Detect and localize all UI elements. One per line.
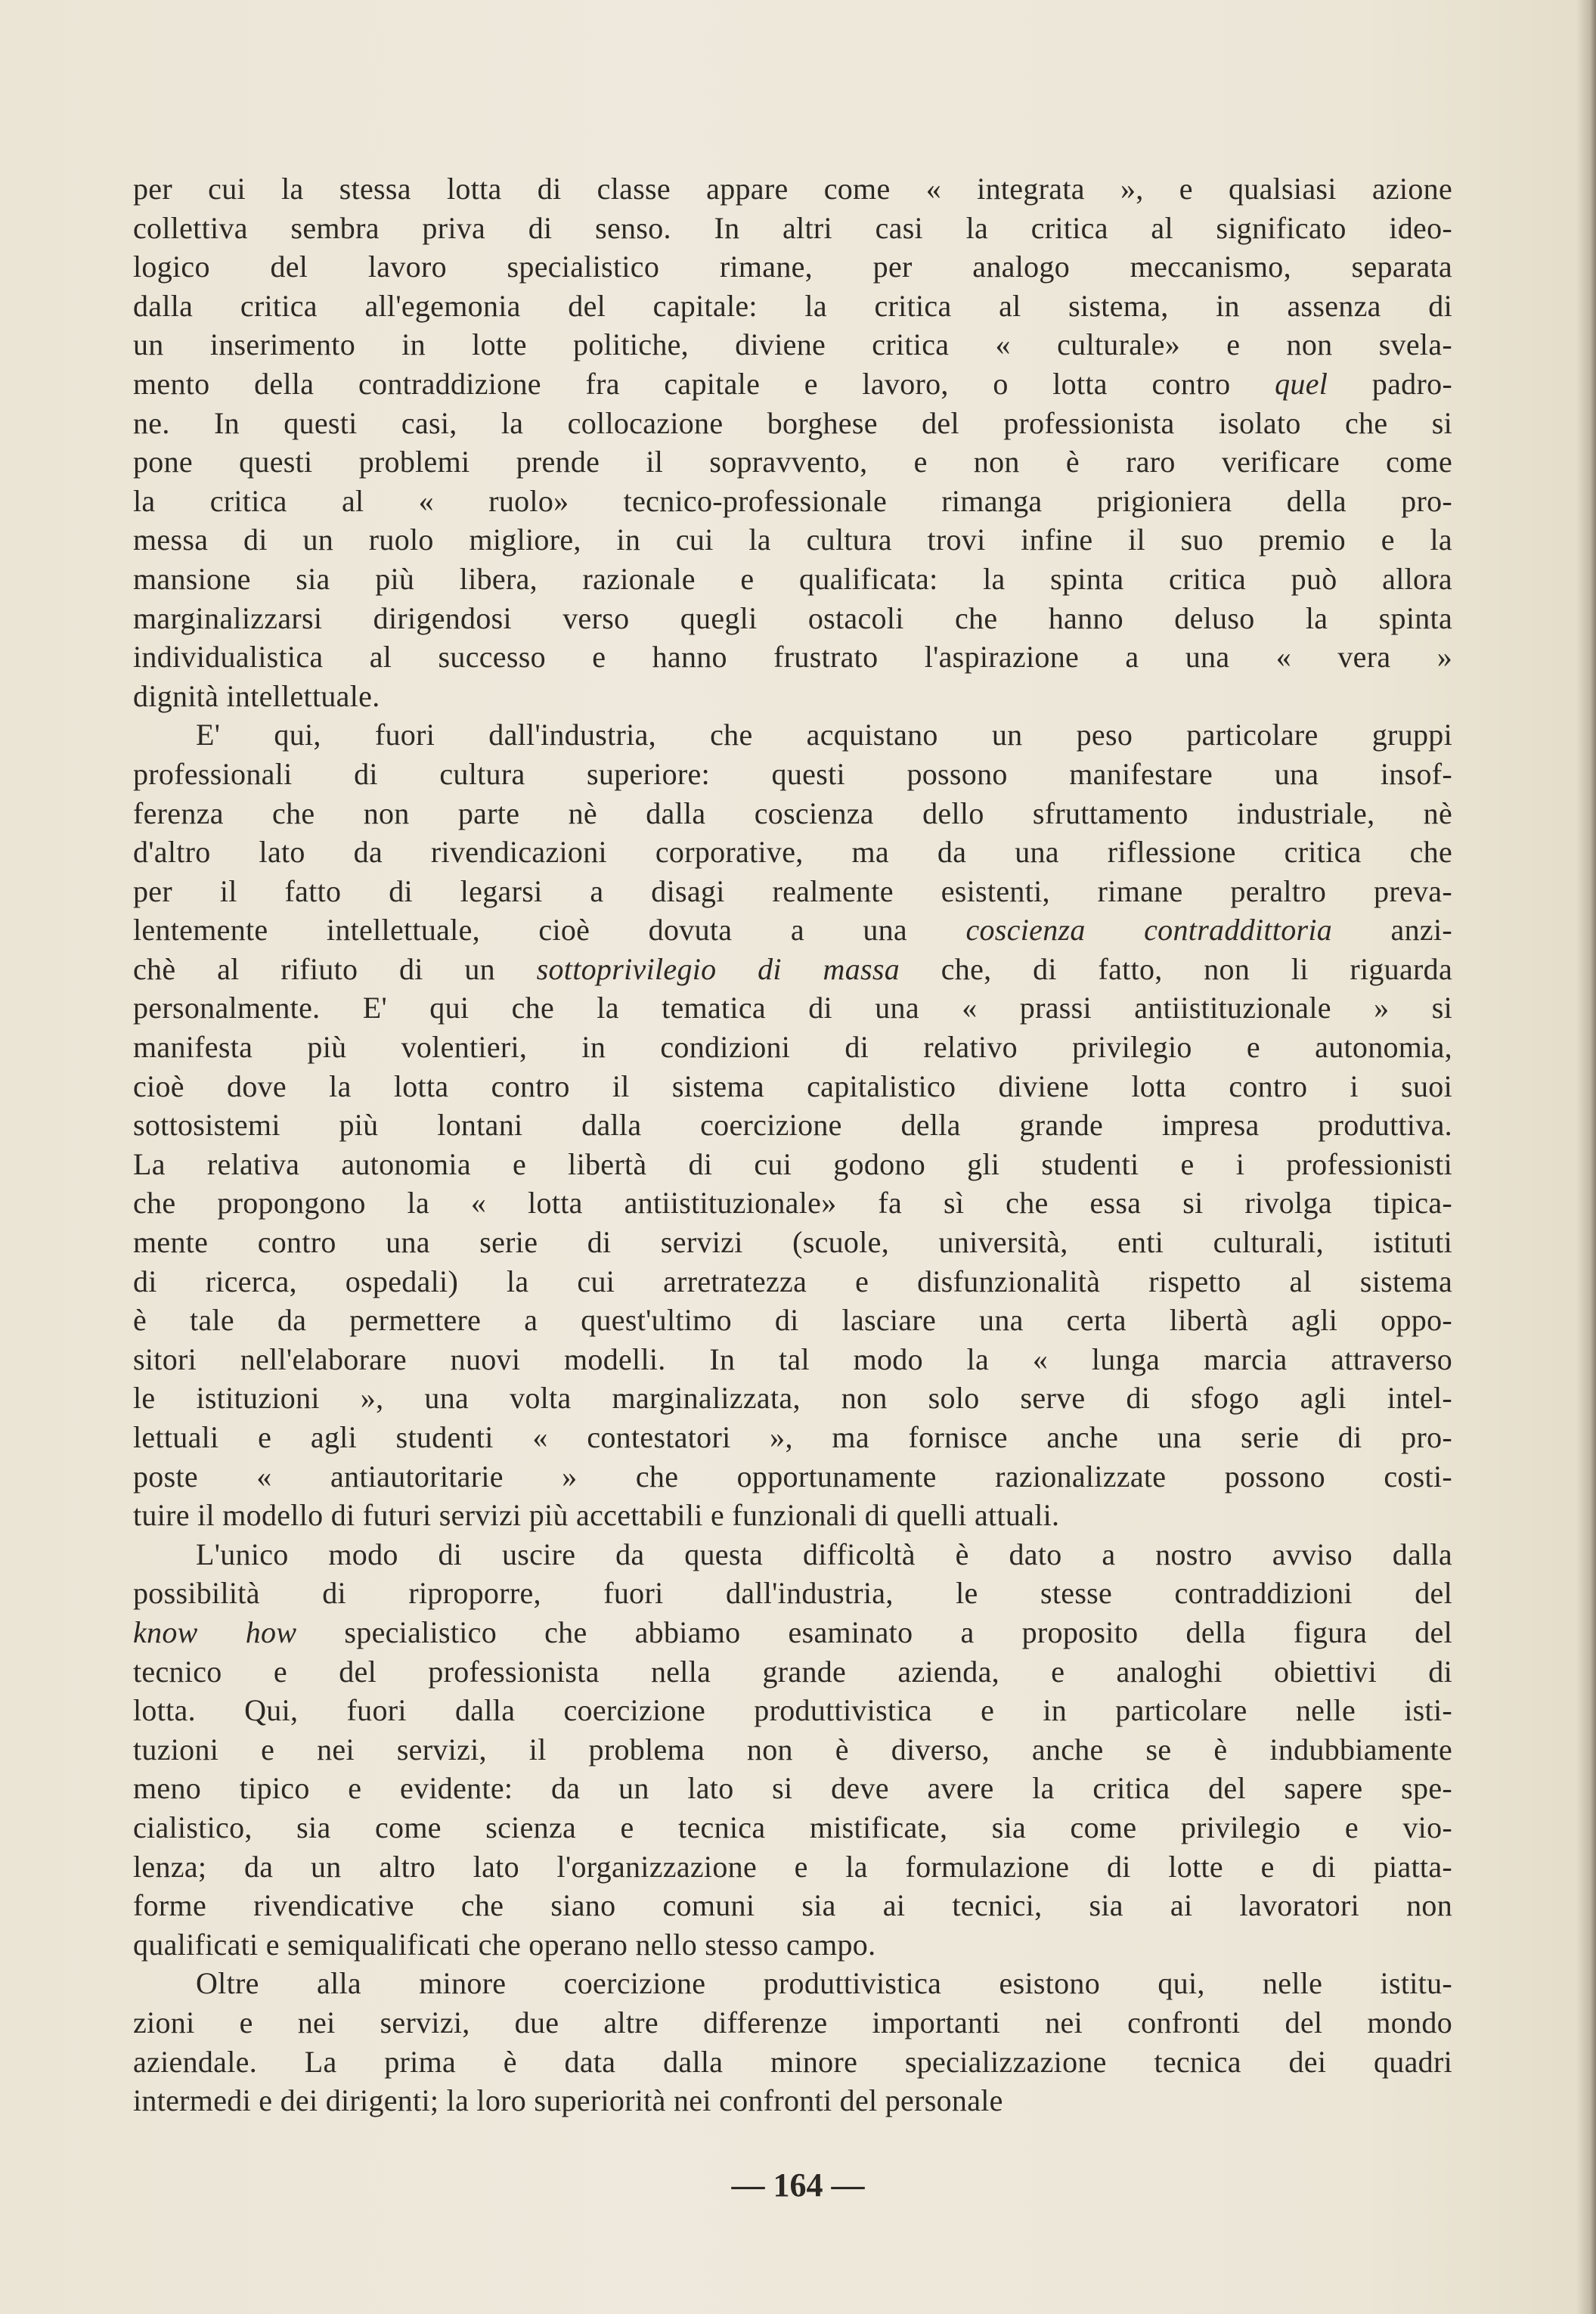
text-line: collettiva sembra priva di senso. In altri casi la critica al significato ideo- <box>133 210 1452 245</box>
text-line: cioè dove la lotta contro il sistema capitalistico diviene lotta contro i suoi <box>133 1069 1452 1103</box>
text-line: La relativa autonomia e libertà di cui godono gli studenti e i professionisti <box>133 1146 1452 1181</box>
text-line: per il fatto di legarsi a disagi realmente esistenti, rimane peraltro preva- <box>133 873 1452 908</box>
text-line: aziendale. La prima è data dalla minore specializzazione tecnica dei quadri <box>133 2044 1452 2079</box>
text-line: lotta. Qui, fuori dalla coercizione produttivistica e in particolare nelle isti- <box>133 1693 1452 1728</box>
text-line: la critica al « ruolo» tecnico-professionale rimanga prigioniera della pro- <box>133 483 1452 518</box>
text-line: possibilità di riproporre, fuori dall'industria, le stesse contraddizioni del <box>133 1576 1452 1611</box>
text-line: poste « antiautoritarie » che opportunamente razionalizzate possono costi- <box>133 1459 1452 1494</box>
paragraph <box>133 1535 1452 1965</box>
text-line: lettuali e agli studenti « contestatori », ma fornisce anche una serie di pro- <box>133 1420 1452 1454</box>
text-line: le istituzioni », una volta marginalizzata, non solo serve di sfogo agli intel- <box>133 1381 1452 1416</box>
text-line: d'altro lato da rivendicazioni corporative, ma da una riflessione critica che <box>133 835 1452 870</box>
text-line: pone questi problemi prende il sopravvento, e non è raro verificare come <box>133 445 1452 479</box>
text-line: tecnico e del professionista nella grande azienda, e analoghi obiettivi di <box>133 1654 1452 1689</box>
text-line: qualificati e semiqualificati che operano nello stesso campo. <box>133 1927 876 1962</box>
text-line: dalla critica all'egemonia del capitale: la critica al sistema, in assenza di <box>133 288 1452 323</box>
text-line: cialistico, sia come scienza e tecnica mistificate, sia come privilegio e vio- <box>133 1810 1452 1844</box>
text-line: un inserimento in lotte politiche, diviene critica « culturale» e non svela- <box>133 327 1452 362</box>
text-line: meno tipico e evidente: da un lato si deve avere la critica del sapere spe- <box>133 1771 1452 1806</box>
text-line: logico del lavoro specialistico rimane, per analogo meccanismo, separata <box>133 250 1452 284</box>
body-text <box>133 169 1452 2120</box>
text-line: mente contro una serie di servizi (scuole, università, enti culturali, istituti <box>133 1225 1452 1260</box>
text-line: lentemente intellettuale, cioè dovuta a una coscienza contraddittoria anzi- <box>133 913 1452 948</box>
text-line: dignità intellettuale. <box>133 678 380 713</box>
text-line: tuzioni e nei servizi, il problema non è diverso, anche se è indubbiamente <box>133 1732 1452 1767</box>
text-line: ne. In questi casi, la collocazione borghese del professionista isolato che si <box>133 405 1452 440</box>
text-line: di ricerca, ospedali) la cui arretratezza e disfunzionalità rispetto al sistema <box>133 1264 1452 1298</box>
text-line: mansione sia più libera, razionale e qualificata: la spinta critica può allora <box>133 561 1452 596</box>
text-line: know how specialistico che abbiamo esaminato a proposito della figura del <box>133 1615 1453 1649</box>
text-line: manifesta più volentieri, in condizioni di relativo privilegio e autonomia, <box>133 1030 1452 1065</box>
text-line: ferenza che non parte nè dalla coscienza dello sfruttamento industriale, nè <box>133 796 1452 830</box>
text-line: Oltre alla minore coercizione produttivistica esistono qui, nelle istitu- <box>196 1966 1452 2001</box>
text-line: marginalizzarsi dirigendosi verso quegli ostacoli che hanno deluso la spinta <box>133 600 1452 635</box>
text-line: zioni e nei servizi, due altre differenze importanti nei confronti del mondo <box>133 2005 1452 2039</box>
text-line: messa di un ruolo migliore, in cui la cultura trovi infine il suo premio e la <box>133 523 1452 557</box>
text-line: E' qui, fuori dall'industria, che acquistano un peso particolare gruppi <box>196 718 1452 752</box>
page-number: — 164 — <box>731 2167 865 2204</box>
text-line: è tale da permettere a quest'ultimo di lasciare una certa libertà agli oppo- <box>133 1303 1452 1338</box>
page-edge-shadow <box>1576 0 1596 2314</box>
text-line: sottosistemi più lontani dalla coercizione della grande impresa produttiva. <box>133 1108 1452 1143</box>
paragraph <box>133 169 1452 715</box>
text-line: forme rivendicative che siano comuni sia ai tecnici, sia ai lavoratori non <box>133 1888 1452 1923</box>
text-line: L'unico modo di uscire da questa difficoltà è dato a nostro avviso dalla <box>196 1537 1452 1571</box>
text-line: sitori nell'elaborare nuovi modelli. In tal modo la « lunga marcia attraverso <box>133 1342 1452 1376</box>
paragraph <box>133 1964 1452 2120</box>
text-line: individualistica al successo e hanno frustrato l'aspirazione a una « vera » <box>133 640 1452 675</box>
text-line: professionali di cultura superiore: questi possono manifestare una insof- <box>133 756 1452 791</box>
text-line: tuire il modello di futuri servizi più accettabili e funzionali di quelli attuali. <box>133 1498 1060 1533</box>
text-line: personalmente. E' qui che la tematica di una « prassi antiistituzionale » si <box>133 991 1452 1025</box>
paragraph <box>133 715 1452 1534</box>
text-line: per cui la stessa lotta di classe appare come « integrata », e qualsiasi azione <box>133 172 1452 206</box>
text-line: intermedi e dei dirigenti; la loro superiorità nei confronti del personale <box>133 2083 1003 2118</box>
text-line: che propongono la « lotta antiistituzionale» fa sì che essa si rivolga tipica- <box>133 1186 1452 1221</box>
text-line: mento della contraddizione fra capitale e lavoro, o lotta contro quel padro- <box>133 366 1452 401</box>
text-line: lenza; da un altro lato l'organizzazione e la formulazione di lotte e di piatta- <box>133 1849 1452 1884</box>
text-line: chè al rifiuto di un sottoprivilegio di massa che, di fatto, non li riguarda <box>133 951 1452 986</box>
